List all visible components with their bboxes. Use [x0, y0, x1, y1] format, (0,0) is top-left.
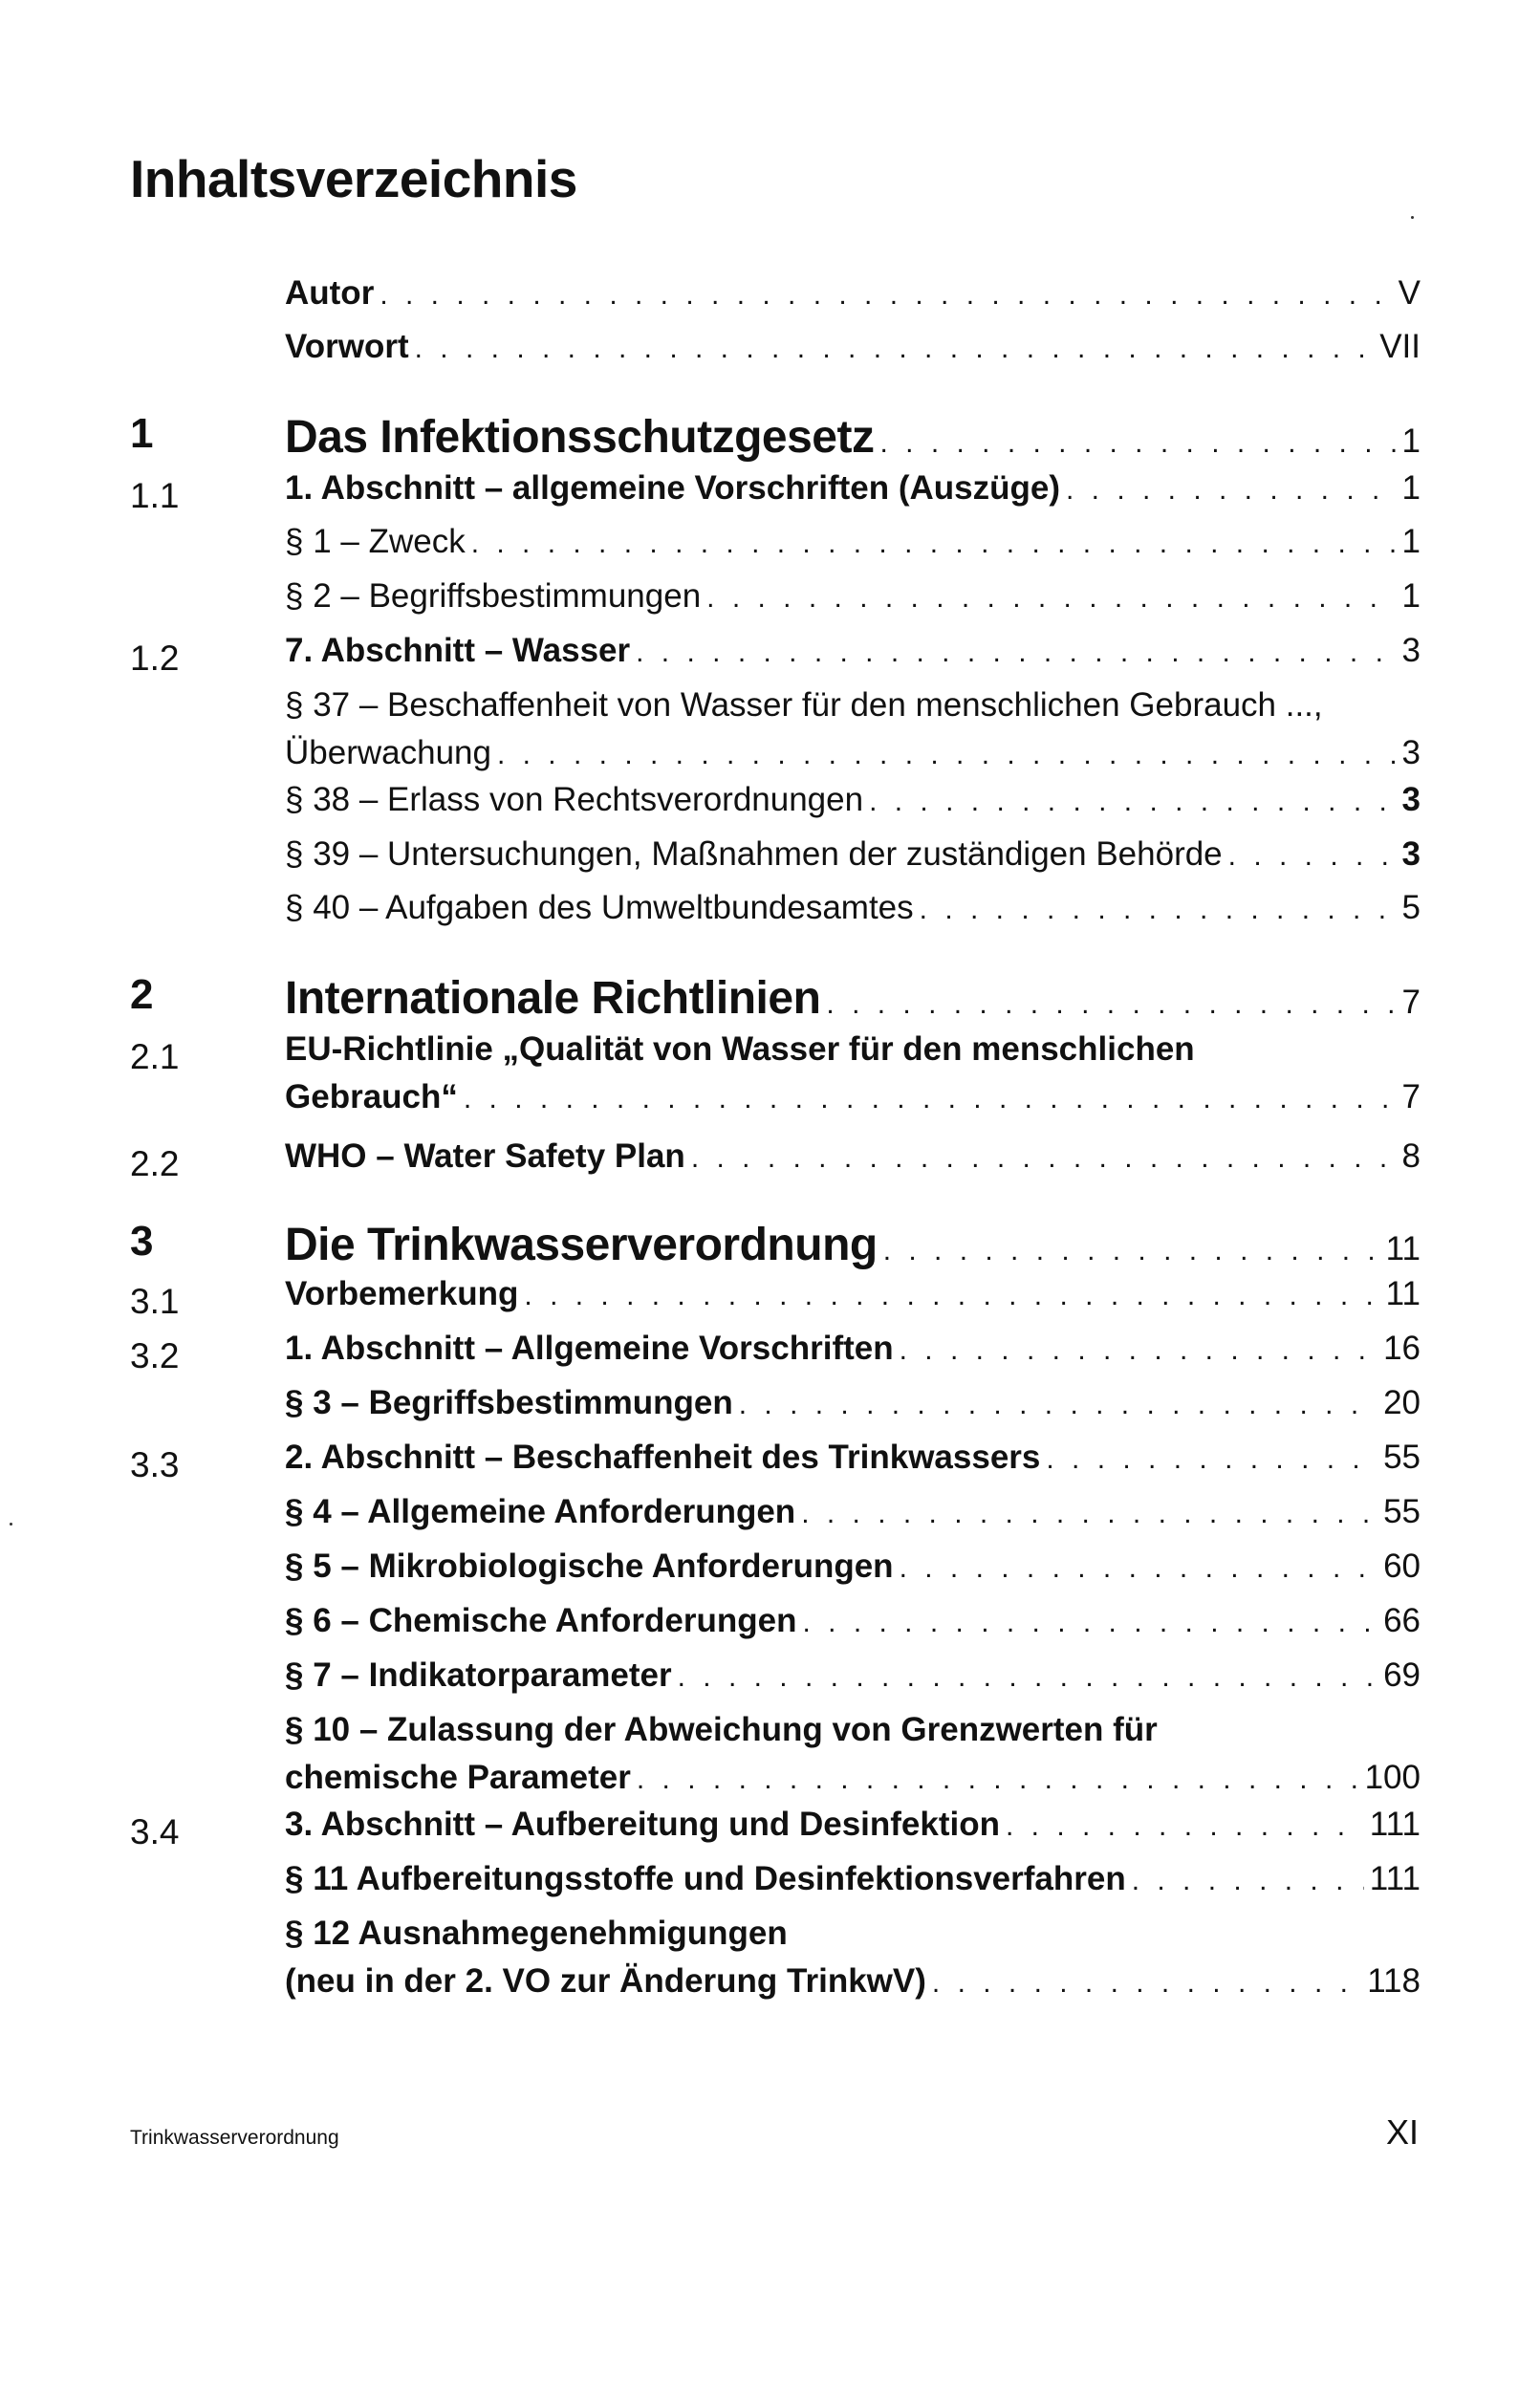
toc-page-number: 1: [1401, 422, 1421, 460]
toc-section-number: 3.1: [130, 1282, 180, 1321]
leader-dots: [1006, 1810, 1364, 1843]
toc-page-number: 3: [1401, 781, 1421, 818]
leader-dots: [415, 333, 1375, 365]
leader-dots: [706, 582, 1396, 615]
toc-entry-title: § 37 – Beschaffenheit von Wasser für den menschlichen Gebrauch ...,: [285, 686, 1323, 724]
leader-dots: [636, 637, 1396, 669]
leader-dots: [920, 894, 1397, 926]
toc-page-number: 69: [1383, 1656, 1421, 1694]
toc-page-number: 3: [1401, 835, 1421, 873]
footer-book-title: Trinkwasserverordnung: [130, 2127, 339, 2149]
toc-page-number: 1: [1401, 469, 1421, 507]
toc-page-number: 66: [1383, 1602, 1421, 1639]
leader-dots: [524, 1280, 1379, 1312]
toc-page-number: 118: [1367, 1962, 1421, 2000]
toc-entry-title: Vorwort: [285, 328, 409, 365]
toc-entry-title: § 38 – Erlass von Rechtsverordnungen: [285, 781, 864, 818]
toc-page-number: 3: [1401, 734, 1421, 771]
toc-page-number: 111: [1369, 1806, 1421, 1843]
toc-section-number: 2.1: [130, 1037, 180, 1076]
leader-dots: [1046, 1443, 1377, 1476]
toc-entry-title: § 5 – Mikrobiologische Anforderungen: [285, 1548, 894, 1585]
toc-entry-title: 3. Abschnitt – Aufbereitung und Desinfektion: [285, 1806, 1000, 1843]
toc-entry-title-continued: Gebrauch“: [285, 1078, 458, 1115]
toc-entry-title: 1. Abschnitt – allgemeine Vorschriften (Auszüge): [285, 469, 1060, 507]
toc-chapter-number: 3: [130, 1218, 154, 1265]
toc-page-number: 55: [1383, 1493, 1421, 1530]
leader-dots: [883, 1235, 1380, 1267]
toc-page-number: 20: [1383, 1384, 1421, 1421]
toc-section-number: 1.1: [130, 476, 180, 515]
toc-entry-title: § 4 – Allgemeine Anforderungen: [285, 1493, 796, 1530]
scan-speck: [10, 1523, 12, 1526]
toc-page-number: 7: [1401, 1078, 1421, 1115]
toc-page-number: 8: [1401, 1137, 1421, 1175]
toc-entry-title: 2. Abschnitt – Beschaffenheit des Trinkwassers: [285, 1439, 1041, 1476]
toc-section-number: 3.2: [130, 1336, 180, 1375]
toc-entry-title: § 2 – Begriffsbestimmungen: [285, 577, 702, 615]
toc-page-number: 3: [1401, 632, 1421, 669]
leader-dots: [464, 1083, 1397, 1115]
toc-entry-title: § 10 – Zulassung der Abweichung von Grenzwerten für: [285, 1711, 1158, 1748]
leader-dots: [1132, 1865, 1364, 1897]
toc-chapter-number: 2: [130, 971, 154, 1018]
toc-page-number: 11: [1385, 1230, 1421, 1267]
toc-section-number: 2.2: [130, 1144, 180, 1183]
toc-entry-title: EU-Richtlinie „Qualität von Wasser für den menschlichen: [285, 1030, 1195, 1068]
toc-entry-title: Internationale Richtlinien: [285, 973, 821, 1024]
toc-entry-title: § 3 – Begriffsbestimmungen: [285, 1384, 733, 1421]
toc-entry-title: § 39 – Untersuchungen, Maßnahmen der zuständigen Behörde: [285, 835, 1223, 873]
toc-entry-title: Autor: [285, 274, 375, 312]
leader-dots: [691, 1142, 1397, 1175]
leader-dots: [900, 1552, 1378, 1585]
toc-section-number: 3.3: [130, 1445, 180, 1484]
toc-entry-title: § 12 Ausnahmegenehmigungen: [285, 1915, 788, 1952]
toc-entry-title-continued: chemische Parameter: [285, 1759, 631, 1796]
toc-page-number: 16: [1383, 1330, 1421, 1367]
toc-entry-title: § 11 Aufbereitungsstoffe und Desinfektionsverfahren: [285, 1860, 1126, 1897]
toc-page-number: V: [1398, 274, 1421, 312]
toc-page-number: 7: [1401, 984, 1421, 1021]
toc-entry-title: Vorbemerkung: [285, 1275, 519, 1312]
toc-entry-title: Die Trinkwasserverordnung: [285, 1220, 878, 1270]
leader-dots: [497, 739, 1397, 771]
leader-dots: [826, 988, 1396, 1021]
leader-dots: [900, 1334, 1377, 1367]
toc-page-number: 60: [1383, 1548, 1421, 1585]
toc-chapter-number: 1: [130, 410, 154, 457]
toc-page-number: 1: [1401, 577, 1421, 615]
scan-speck: [1411, 216, 1414, 219]
leader-dots: [803, 1607, 1378, 1639]
toc-entry-title: WHO – Water Safety Plan: [285, 1137, 685, 1175]
toc-entry-title-continued: (neu in der 2. VO zur Änderung TrinkwV): [285, 1962, 926, 2000]
leader-dots: [801, 1498, 1377, 1530]
leader-dots: [932, 1967, 1361, 2000]
toc-page-number: 100: [1364, 1759, 1421, 1796]
footer-page-number: XI: [1385, 2112, 1419, 2152]
leader-dots: [1228, 840, 1397, 873]
leader-dots: [678, 1661, 1377, 1694]
toc-entry-title: § 7 – Indikatorparameter: [285, 1656, 672, 1694]
toc-page-number: 11: [1385, 1275, 1421, 1312]
leader-dots: [637, 1764, 1359, 1796]
toc-entry-title: § 1 – Zweck: [285, 523, 466, 560]
page-title: Inhaltsverzeichnis: [130, 149, 577, 208]
leader-dots: [471, 528, 1397, 560]
toc-section-number: 1.2: [130, 639, 180, 678]
leader-dots: [879, 427, 1396, 460]
toc-section-number: 3.4: [130, 1812, 180, 1851]
leader-dots: [869, 786, 1396, 818]
leader-dots: [739, 1389, 1377, 1421]
toc-entry-title: § 40 – Aufgaben des Umweltbundesamtes: [285, 889, 914, 926]
toc-entry-title: § 6 – Chemische Anforderungen: [285, 1602, 797, 1639]
toc-page-number: 111: [1369, 1860, 1421, 1897]
toc-page-number: 55: [1383, 1439, 1421, 1476]
leader-dots: [380, 279, 1392, 312]
toc-page-number: VII: [1379, 328, 1421, 365]
toc-entry-title: 7. Abschnitt – Wasser: [285, 632, 631, 669]
toc-page-number: 5: [1401, 889, 1421, 926]
toc-page-number: 1: [1401, 523, 1421, 560]
toc-entry-title-continued: Überwachung: [285, 734, 491, 771]
toc-entry-title: Das Infektionsschutzgesetz: [285, 412, 875, 463]
toc-entry-title: 1. Abschnitt – Allgemeine Vorschriften: [285, 1330, 894, 1367]
leader-dots: [1066, 474, 1397, 507]
